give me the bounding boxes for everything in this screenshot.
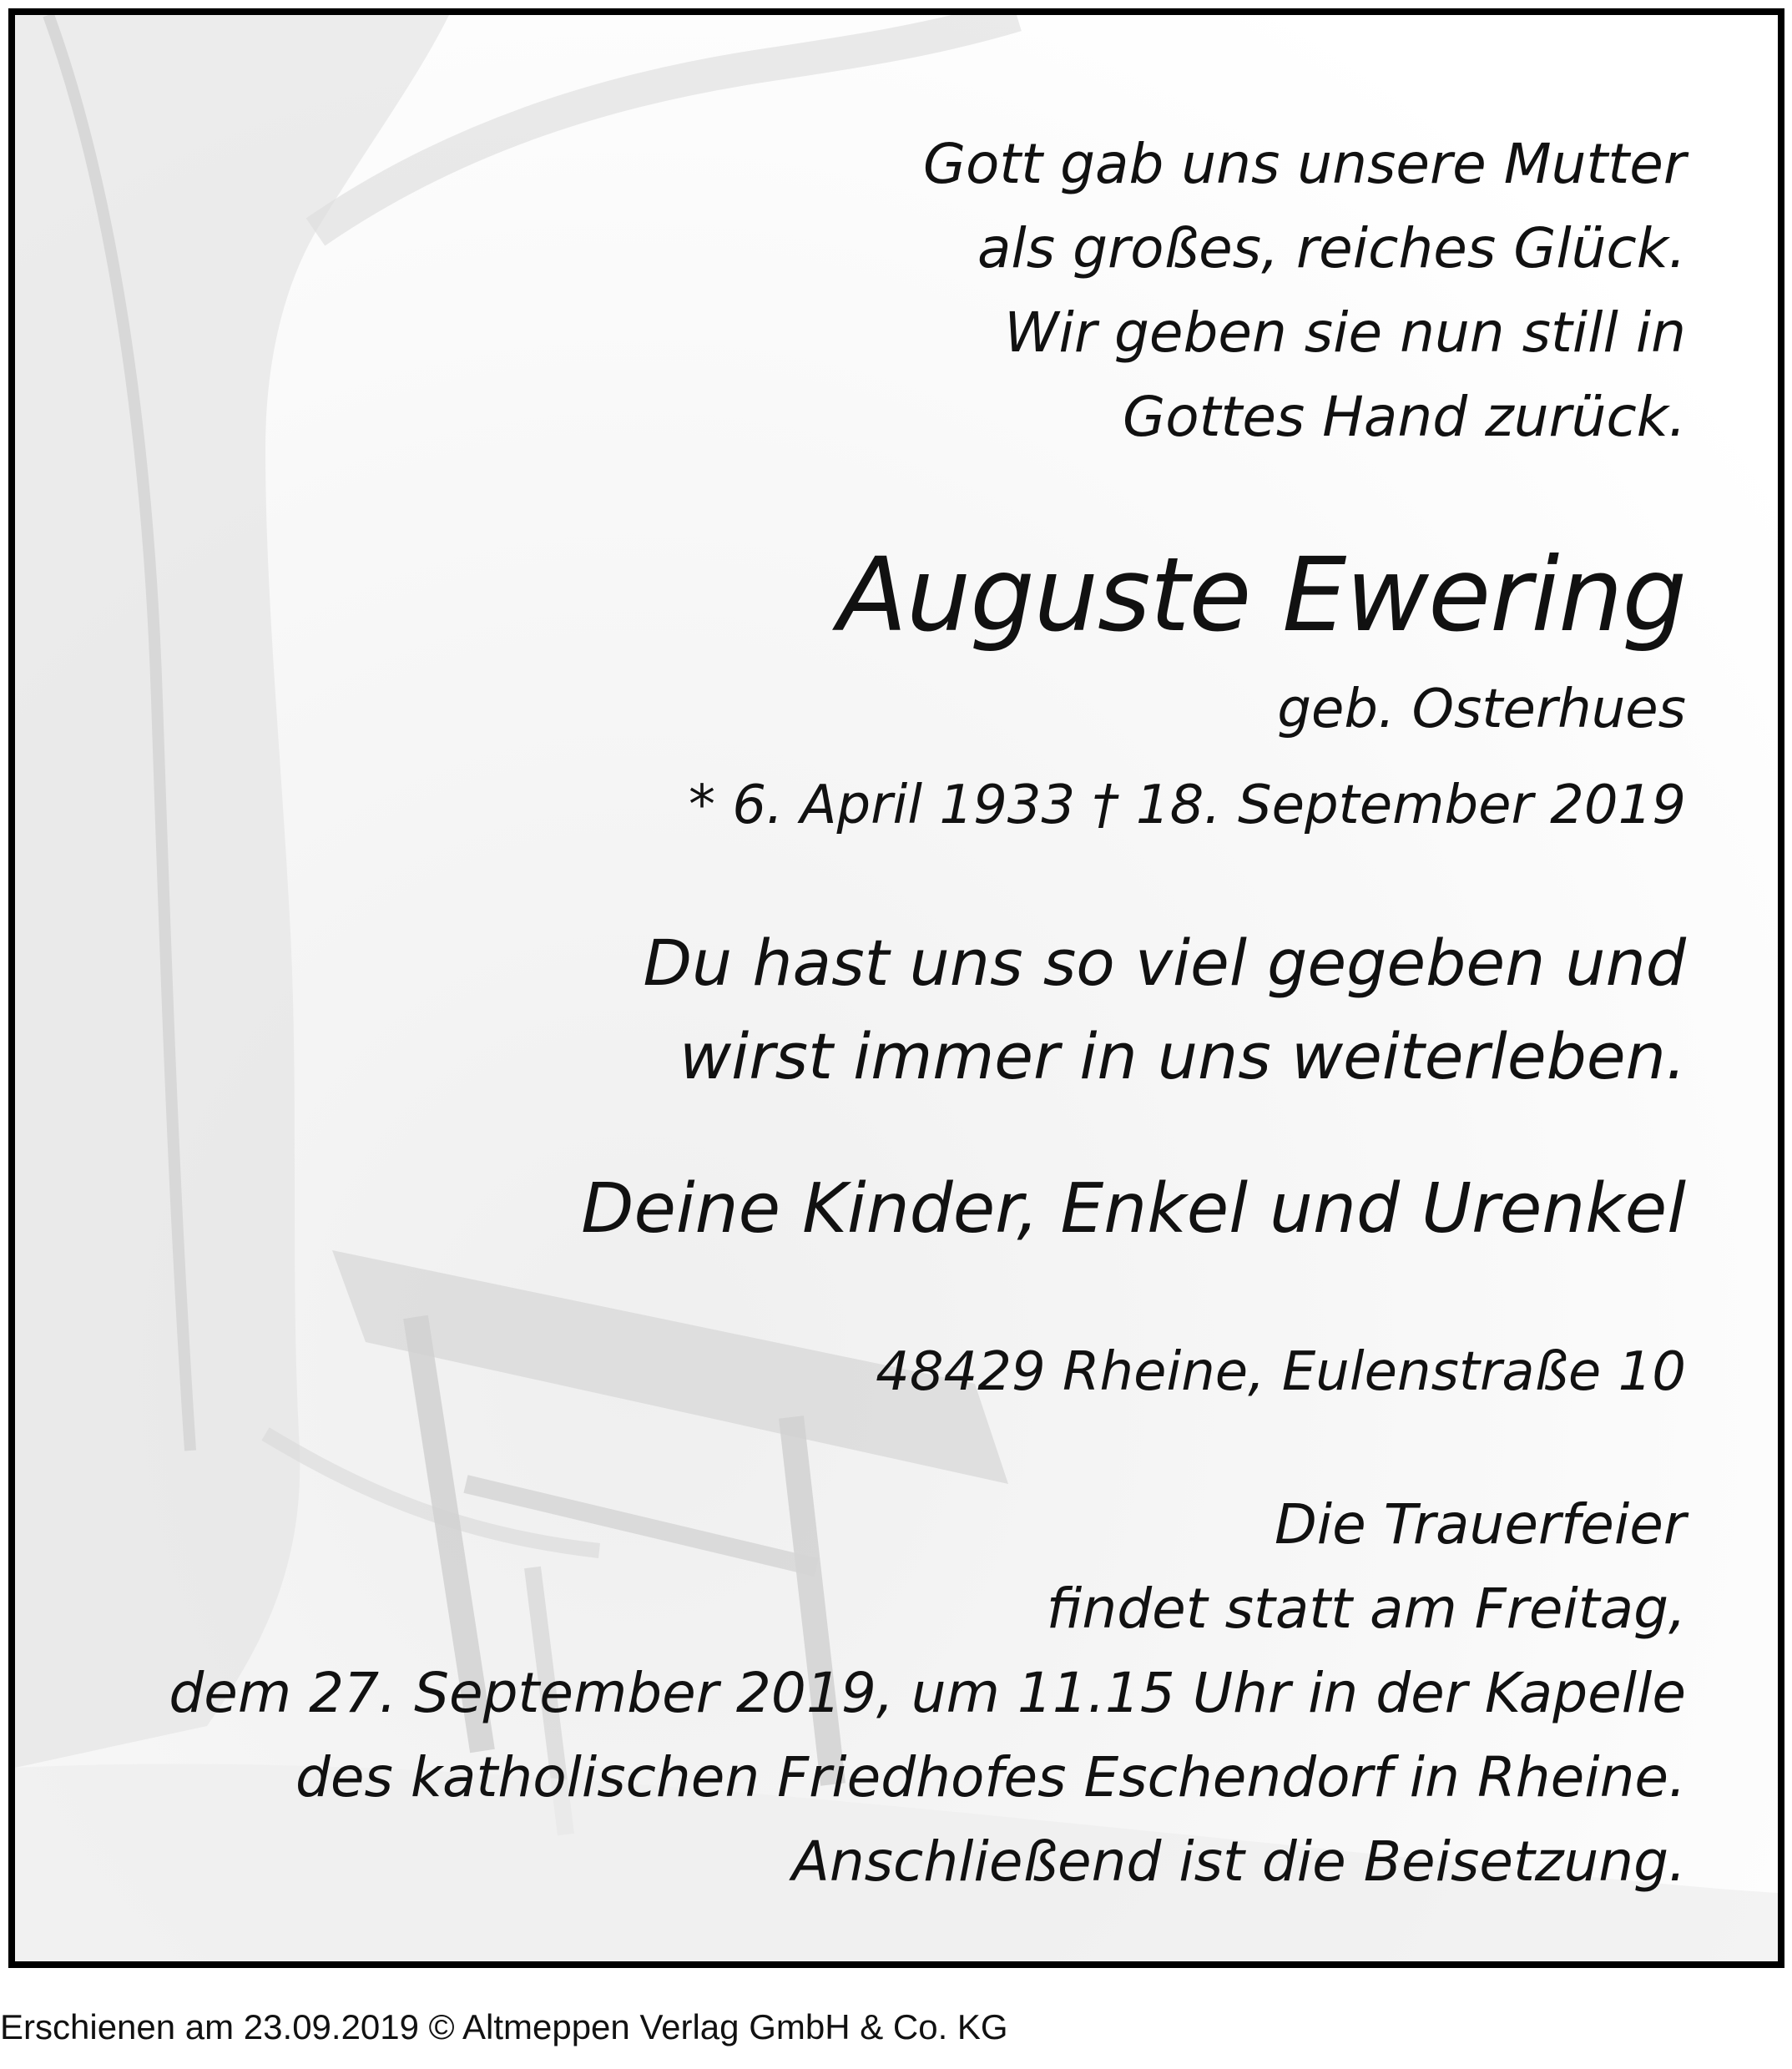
funeral-line: dem 27. September 2019, um 11.15 Uhr in der Kapelle bbox=[169, 1661, 1686, 1725]
poem-line: als großes, reiches Glück. bbox=[977, 216, 1686, 280]
motto bbox=[643, 916, 1686, 1103]
funeral-notice bbox=[169, 1482, 1686, 1904]
poem-line: Wir geben sie nun still in bbox=[1004, 300, 1686, 365]
publication-footer: Erschienen am 23.09.2019 © Altmeppen Verlag GmbH & Co. KG bbox=[0, 2007, 1008, 2046]
poem-line: Gottes Hand zurück. bbox=[1123, 385, 1686, 449]
mourners-signature: Deine Kinder, Enkel und Urenkel bbox=[581, 1169, 1686, 1249]
poem-line: Gott gab uns unsere Mutter bbox=[922, 132, 1686, 196]
address: 48429 Rheine, Eulenstraße 10 bbox=[876, 1341, 1686, 1403]
obituary-frame bbox=[8, 8, 1784, 1968]
motto-line: Du hast uns so viel gegeben und bbox=[643, 926, 1686, 1000]
life-dates: * 6. April 1933 † 18. September 2019 bbox=[688, 775, 1686, 836]
funeral-line: findet statt am Freitag, bbox=[1046, 1577, 1686, 1641]
deceased-name: Auguste Ewering bbox=[837, 536, 1686, 654]
funeral-line: des katholischen Friedhofes Eschendorf in Rheine. bbox=[295, 1745, 1686, 1809]
funeral-line: Die Trauerfeier bbox=[1274, 1492, 1686, 1557]
funeral-line: Anschließend ist die Beisetzung. bbox=[791, 1829, 1686, 1894]
poem bbox=[923, 122, 1686, 459]
birth-name: geb. Osterhues bbox=[1277, 679, 1686, 740]
motto-line: wirst immer in uns weiterleben. bbox=[679, 1019, 1686, 1093]
